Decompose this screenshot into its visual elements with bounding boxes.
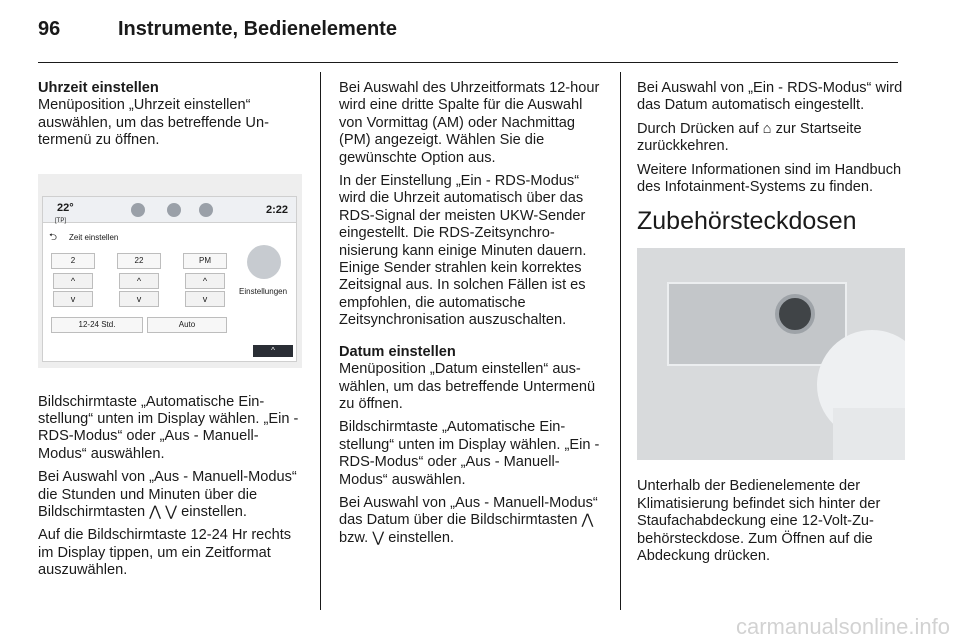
down-arrow-icon: v: [185, 291, 225, 307]
phone-icon: [167, 203, 181, 217]
gear-boot: [833, 408, 905, 460]
accessory-socket-photo: [637, 248, 905, 460]
format-button: 12-24 Std.: [51, 317, 143, 333]
column-3: [637, 80, 905, 571]
column-2: [339, 80, 607, 553]
paragraph: In der Einstellung „Ein - RDS-Modus“ wird die Uhrzeit automatisch über das RDS-Signal der meisten UKW-Sender eingestellt. Die RDS-Zeitsynchronisierung kann einige Minuten dauern. Einige Sender strahlen kein korrektes Zeitsignal aus. In solchen Fällen ist es empfohlen, die automatische Zeitsynchronisation auszuschalten.: [339, 173, 587, 329]
column-1: [38, 80, 306, 586]
screen-display: [42, 196, 297, 362]
infotainment-screen-figure: [38, 174, 302, 368]
header-rule: [38, 62, 898, 63]
screen-clock: 2:22: [265, 203, 288, 216]
paragraph: Durch Drücken auf ⌂ zur Startseite zurückkehren.: [637, 120, 862, 155]
back-icon: ⮌: [49, 231, 58, 243]
paragraph: Bei Auswahl von „Aus - Manuell-Modus“ die Stunden und Minuten über die Bildschirmtasten ⋀ ⋁ einstellen.: [38, 469, 297, 521]
gear-icon: [247, 245, 281, 279]
settings-label: Einstellungen: [239, 286, 288, 296]
screen-title: Zeit einstellen: [69, 232, 119, 242]
storage-compartment: [667, 282, 847, 366]
screen-tp: [TP]: [55, 217, 67, 224]
watermark: carmanualsonline.info: [735, 614, 950, 639]
column-divider: [320, 72, 321, 610]
up-arrow-icon: ^: [185, 273, 225, 289]
section-title: Zubehörsteckdosen: [637, 207, 857, 236]
down-arrow-icon: v: [119, 291, 159, 307]
paragraph: Auf die Bildschirmtaste 12-24 Hr rechts im Display tippen, um ein Zeitformat auszuwählen.: [38, 527, 292, 579]
paragraph: Bei Auswahl von „Ein - RDS-Modus“ wird das Datum automatisch eingestellt.: [637, 80, 903, 114]
minute-field: 22: [117, 253, 161, 269]
auto-button: Auto: [147, 317, 227, 333]
ampm-field: PM: [183, 253, 227, 269]
page-header: [38, 18, 397, 52]
up-arrow-icon: ^: [119, 273, 159, 289]
screen-temperature: 22°: [57, 201, 74, 214]
paragraph: Bildschirmtaste „Automatische Einstellung“ unten im Display wählen. „Ein - RDS-Modus“ oder „Aus - Manuell-Modus“ auswählen.: [38, 393, 299, 462]
screen-topbar: [43, 197, 296, 223]
info-icon: [199, 203, 213, 217]
column-divider: [620, 72, 621, 610]
music-icon: [131, 203, 145, 217]
paragraph: Menüposition „Datum einstellen“ auswählen, um das betreffende Untermenü zu öffnen.: [339, 361, 596, 412]
page-title: Instrumente, Bedienelemente: [118, 18, 397, 40]
up-arrow-icon: ^: [53, 273, 93, 289]
paragraph: Weitere Informationen sind im Handbuch des Infotainment-Systems zu finden.: [637, 161, 902, 196]
paragraph: Bei Auswahl des Uhrzeitformats 12-hour wird eine dritte Spalte für die Auswahl von Vormittag (AM) oder Nachmittag (PM) angezeigt. Wählen Sie die gewünschte Option aus.: [339, 80, 600, 166]
paragraph: Unterhalb der Bedienelemente der Klimatisierung befindet sich hinter der Staufachabdeckung eine 12-Volt-Zubehörsteckdose. Zum Öffnen auf die Abdeckung drücken.: [637, 478, 881, 565]
paragraph: Bei Auswahl von „Aus - Manuell-Modus“ das Datum über die Bildschirmtasten ⋀ bzw. ⋁ einstellen.: [339, 494, 598, 546]
paragraph: Menüposition „Uhrzeit einstellen“ auswählen, um das betreffende Untermenü zu öffnen.: [38, 97, 269, 149]
page-number: 96: [38, 18, 61, 40]
down-arrow-icon: v: [53, 291, 93, 307]
collapse-icon: ^: [253, 345, 293, 357]
paragraph: Bildschirmtaste „Automatische Einstellung“ unten im Display wählen. „Ein - RDS-Modus“ oder „Aus - Manuell-Modus“ auswählen.: [339, 419, 600, 488]
heading-datum: Datum einstellen: [339, 343, 456, 360]
hour-field: 2: [51, 253, 95, 269]
heading-uhrzeit: Uhrzeit einstellen: [38, 80, 159, 96]
